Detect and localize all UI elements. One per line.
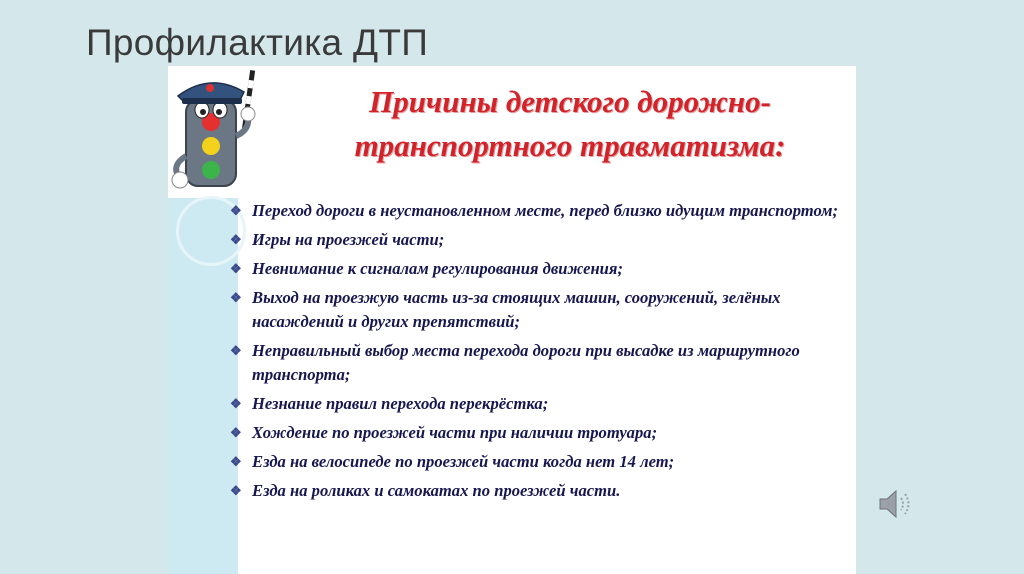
list-item-text: Езда на роликах и самокатах по проезжей части. xyxy=(252,481,621,500)
list-item xyxy=(228,392,848,416)
list-item-text: Незнание правил перехода перекрёстка; xyxy=(252,394,549,413)
list-item xyxy=(228,228,848,252)
list-item-text: Невнимание к сигналам регулирования движения; xyxy=(252,259,623,278)
bullet-icon: ❖ xyxy=(230,203,242,218)
reasons-heading-line1: Причины детского дорожно- xyxy=(369,84,771,119)
list-item-text: Игры на проезжей части; xyxy=(252,230,445,249)
list-item-text: Езда на велосипеде по проезжей части когда нет 14 лет; xyxy=(252,452,675,471)
list-item xyxy=(228,257,848,281)
list-item xyxy=(228,479,848,503)
list-item-text: Хождение по проезжей части при наличии тротуара; xyxy=(252,423,658,442)
traffic-light-mascot-icon xyxy=(160,66,270,196)
reasons-list xyxy=(228,199,848,508)
bullet-icon: ❖ xyxy=(230,290,242,305)
reasons-heading xyxy=(300,80,840,168)
list-item xyxy=(228,450,848,474)
list-item-text: Выход на проезжую часть из-за стоящих машин, сооружений, зелёных насаждений и других препятствий; xyxy=(252,288,781,331)
bullet-icon: ❖ xyxy=(230,343,242,358)
list-item xyxy=(228,286,848,334)
bullet-icon: ❖ xyxy=(230,483,242,498)
list-item xyxy=(228,199,848,223)
speaker-icon[interactable] xyxy=(876,484,916,524)
bullet-icon: ❖ xyxy=(230,425,242,440)
bullet-icon: ❖ xyxy=(230,261,242,276)
bullet-icon: ❖ xyxy=(230,454,242,469)
list-item xyxy=(228,339,848,387)
list-item xyxy=(228,421,848,445)
bullet-icon: ❖ xyxy=(230,396,242,411)
slide-title: Профилактика ДТП xyxy=(86,22,429,63)
list-item-text: Переход дороги в неустановленном месте, перед близко идущим транспортом; xyxy=(252,201,839,220)
reasons-heading-line2: транспортного травматизма: xyxy=(354,128,786,163)
list-item-text: Неправильный выбор места перехода дороги при высадке из маршрутного транспорта; xyxy=(252,341,800,384)
bullet-icon: ❖ xyxy=(230,232,242,247)
